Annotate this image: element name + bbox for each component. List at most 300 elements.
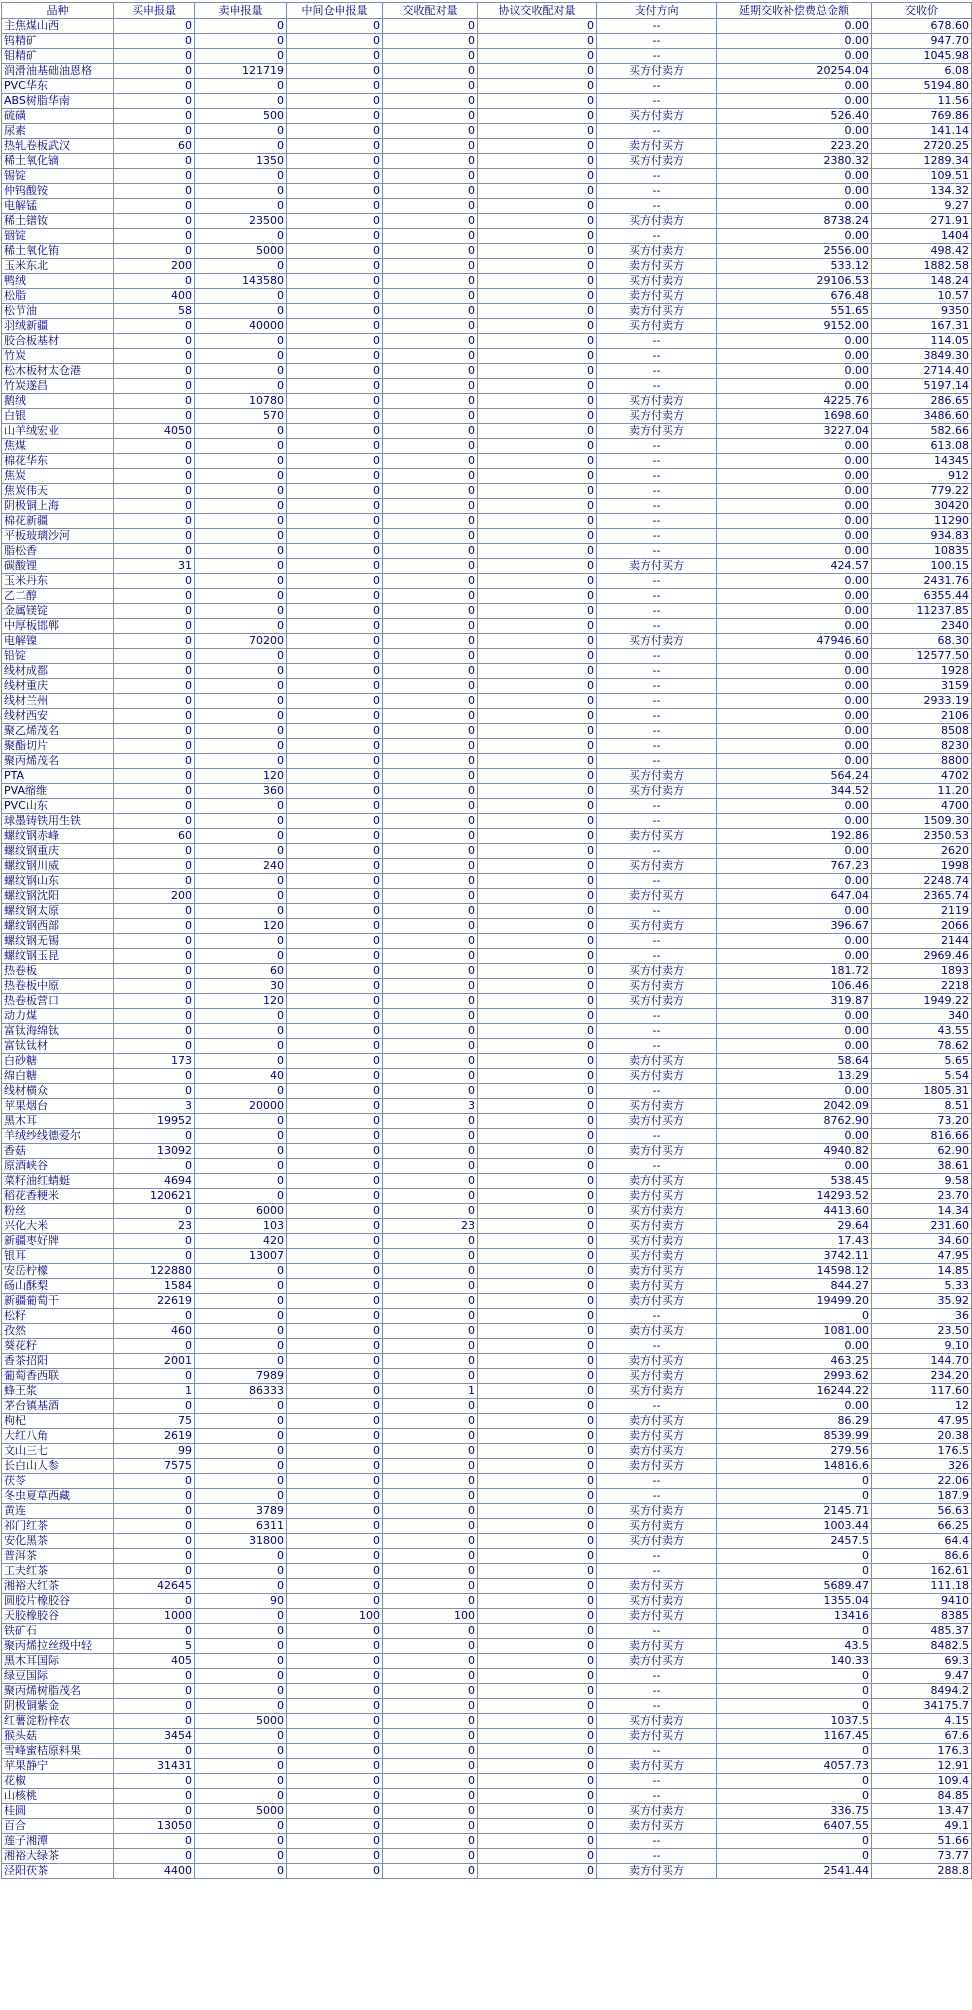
cell-buy-qty: 0 (114, 64, 195, 79)
cell-matched-qty: 0 (383, 754, 478, 769)
table-row (2, 1489, 972, 1504)
cell-delivery-price: 10835 (872, 544, 972, 559)
cell-matched-qty: 0 (383, 229, 478, 244)
cell-sell-qty: 0 (195, 304, 287, 319)
cell-middle-qty: 0 (287, 484, 383, 499)
table-row (2, 454, 972, 469)
cell-buy-qty: 22619 (114, 1294, 195, 1309)
table-row (2, 1369, 972, 1384)
cell-matched-qty: 0 (383, 739, 478, 754)
table-row (2, 469, 972, 484)
cell-buy-qty: 0 (114, 1069, 195, 1084)
cell-matched-qty: 0 (383, 1414, 478, 1429)
table-row (2, 1564, 972, 1579)
cell-compensation: 0.00 (717, 1009, 872, 1024)
cell-agreement-qty: 0 (478, 1714, 597, 1729)
cell-product: 螺纹钢西部 (2, 919, 114, 934)
cell-buy-qty: 0 (114, 484, 195, 499)
cell-pay-direction: -- (597, 229, 717, 244)
cell-compensation: 0 (717, 1789, 872, 1804)
cell-sell-qty: 0 (195, 1834, 287, 1849)
cell-buy-qty: 0 (114, 499, 195, 514)
table-row (2, 1219, 972, 1234)
cell-middle-qty: 0 (287, 829, 383, 844)
cell-compensation: 4057.73 (717, 1759, 872, 1774)
table-row (2, 1774, 972, 1789)
cell-pay-direction: -- (597, 544, 717, 559)
cell-product: 菜籽油红蜻蜓 (2, 1174, 114, 1189)
cell-compensation: 0.00 (717, 589, 872, 604)
cell-delivery-price: 816.66 (872, 1129, 972, 1144)
cell-sell-qty: 23500 (195, 214, 287, 229)
cell-pay-direction: -- (597, 949, 717, 964)
table-row (2, 679, 972, 694)
cell-buy-qty: 0 (114, 214, 195, 229)
cell-product: 铅锭 (2, 649, 114, 664)
cell-sell-qty: 0 (195, 1009, 287, 1024)
cell-middle-qty: 0 (287, 499, 383, 514)
cell-middle-qty: 0 (287, 319, 383, 334)
table-row (2, 649, 972, 664)
cell-agreement-qty: 0 (478, 349, 597, 364)
cell-buy-qty: 0 (114, 619, 195, 634)
cell-compensation: 0 (717, 1699, 872, 1714)
cell-matched-qty: 0 (383, 1054, 478, 1069)
cell-middle-qty: 0 (287, 124, 383, 139)
cell-product: 稀土镨钕 (2, 214, 114, 229)
cell-pay-direction: 卖方付买方 (597, 889, 717, 904)
cell-pay-direction: -- (597, 1474, 717, 1489)
cell-pay-direction: 买方付卖方 (597, 1219, 717, 1234)
cell-compensation: 0.00 (717, 34, 872, 49)
cell-agreement-qty: 0 (478, 1144, 597, 1159)
cell-buy-qty: 120621 (114, 1189, 195, 1204)
cell-sell-qty: 5000 (195, 1804, 287, 1819)
cell-matched-qty: 0 (383, 1429, 478, 1444)
table-row (2, 109, 972, 124)
cell-compensation: 1037.5 (717, 1714, 872, 1729)
cell-matched-qty: 0 (383, 844, 478, 859)
cell-product: 乙二醇 (2, 589, 114, 604)
cell-agreement-qty: 0 (478, 1129, 597, 1144)
cell-middle-qty: 0 (287, 784, 383, 799)
cell-delivery-price: 1893 (872, 964, 972, 979)
cell-product: 长白山人参 (2, 1459, 114, 1474)
cell-middle-qty: 0 (287, 439, 383, 454)
cell-buy-qty: 0 (114, 169, 195, 184)
cell-agreement-qty: 0 (478, 739, 597, 754)
cell-compensation: 0.00 (717, 709, 872, 724)
cell-compensation: 8762.90 (717, 1114, 872, 1129)
cell-middle-qty: 0 (287, 454, 383, 469)
cell-matched-qty: 0 (383, 1279, 478, 1294)
cell-pay-direction: -- (597, 184, 717, 199)
cell-buy-qty: 0 (114, 1369, 195, 1384)
cell-compensation: 2145.71 (717, 1504, 872, 1519)
cell-middle-qty: 0 (287, 349, 383, 364)
cell-product: 电解镍 (2, 634, 114, 649)
cell-product: 文山三七 (2, 1444, 114, 1459)
cell-compensation: 8738.24 (717, 214, 872, 229)
cell-pay-direction: -- (597, 334, 717, 349)
cell-pay-direction: -- (597, 694, 717, 709)
cell-agreement-qty: 0 (478, 1324, 597, 1339)
cell-sell-qty: 0 (195, 649, 287, 664)
cell-delivery-price: 9.10 (872, 1339, 972, 1354)
cell-matched-qty: 0 (383, 1474, 478, 1489)
cell-middle-qty: 0 (287, 274, 383, 289)
cell-agreement-qty: 0 (478, 754, 597, 769)
cell-delivery-price: 22.06 (872, 1474, 972, 1489)
cell-delivery-price: 34.60 (872, 1234, 972, 1249)
cell-middle-qty: 0 (287, 424, 383, 439)
cell-sell-qty: 360 (195, 784, 287, 799)
cell-matched-qty: 0 (383, 1804, 478, 1819)
cell-product: 热卷板营口 (2, 994, 114, 1009)
cell-matched-qty: 0 (383, 1129, 478, 1144)
cell-middle-qty: 0 (287, 559, 383, 574)
cell-delivery-price: 3159 (872, 679, 972, 694)
cell-pay-direction: -- (597, 124, 717, 139)
cell-sell-qty: 0 (195, 934, 287, 949)
cell-agreement-qty: 0 (478, 34, 597, 49)
cell-matched-qty: 0 (383, 34, 478, 49)
table-row (2, 1714, 972, 1729)
cell-middle-qty: 0 (287, 1534, 383, 1549)
cell-product: 锡锭 (2, 169, 114, 184)
cell-product: 螺纹钢重庆 (2, 844, 114, 859)
cell-delivery-price: 73.77 (872, 1849, 972, 1864)
cell-buy-qty: 0 (114, 1804, 195, 1819)
cell-sell-qty: 0 (195, 1084, 287, 1099)
cell-matched-qty: 0 (383, 1114, 478, 1129)
cell-matched-qty: 0 (383, 1324, 478, 1339)
cell-buy-qty: 0 (114, 229, 195, 244)
cell-compensation: 0.00 (717, 439, 872, 454)
cell-matched-qty: 100 (383, 1609, 478, 1624)
cell-buy-qty: 0 (114, 19, 195, 34)
cell-pay-direction: -- (597, 469, 717, 484)
cell-middle-qty: 0 (287, 1159, 383, 1174)
cell-product: 苹果静宁 (2, 1759, 114, 1774)
cell-middle-qty: 0 (287, 34, 383, 49)
cell-sell-qty: 0 (195, 559, 287, 574)
cell-sell-qty: 0 (195, 1339, 287, 1354)
cell-pay-direction: 卖方付买方 (597, 424, 717, 439)
table-row (2, 1804, 972, 1819)
cell-product: 硫磺 (2, 109, 114, 124)
cell-pay-direction: -- (597, 649, 717, 664)
cell-sell-qty: 0 (195, 259, 287, 274)
cell-agreement-qty: 0 (478, 604, 597, 619)
cell-middle-qty: 0 (287, 1504, 383, 1519)
cell-middle-qty: 0 (287, 529, 383, 544)
cell-matched-qty: 0 (383, 1594, 478, 1609)
cell-matched-qty: 0 (383, 589, 478, 604)
cell-middle-qty: 0 (287, 199, 383, 214)
cell-delivery-price: 36 (872, 1309, 972, 1324)
cell-sell-qty: 0 (195, 1699, 287, 1714)
cell-delivery-price: 14345 (872, 454, 972, 469)
cell-pay-direction: 卖方付买方 (597, 1189, 717, 1204)
cell-compensation: 2380.32 (717, 154, 872, 169)
cell-matched-qty: 0 (383, 349, 478, 364)
table-row (2, 784, 972, 799)
cell-agreement-qty: 0 (478, 1504, 597, 1519)
cell-product: 电解锰 (2, 199, 114, 214)
cell-agreement-qty: 0 (478, 679, 597, 694)
cell-pay-direction: -- (597, 379, 717, 394)
header-middle-qty: 中间仓申报量 (287, 3, 383, 19)
cell-sell-qty: 0 (195, 94, 287, 109)
cell-delivery-price: 1404 (872, 229, 972, 244)
cell-product: 焦炭伟天 (2, 484, 114, 499)
cell-delivery-price: 111.18 (872, 1579, 972, 1594)
cell-compensation: 14816.6 (717, 1459, 872, 1474)
cell-compensation: 1698.60 (717, 409, 872, 424)
cell-compensation: 533.12 (717, 259, 872, 274)
cell-buy-qty: 13092 (114, 1144, 195, 1159)
cell-buy-qty: 0 (114, 1744, 195, 1759)
cell-buy-qty: 0 (114, 49, 195, 64)
cell-product: 猴头菇 (2, 1729, 114, 1744)
cell-product: 竹炭 (2, 349, 114, 364)
cell-product: 螺纹钢无锡 (2, 934, 114, 949)
cell-middle-qty: 0 (287, 814, 383, 829)
cell-delivery-price: 47.95 (872, 1414, 972, 1429)
cell-delivery-price: 8.51 (872, 1099, 972, 1114)
cell-matched-qty: 0 (383, 1174, 478, 1189)
cell-pay-direction: 买方付卖方 (597, 409, 717, 424)
cell-matched-qty: 0 (383, 49, 478, 64)
table-row (2, 79, 972, 94)
cell-product: 山核桃 (2, 1789, 114, 1804)
cell-sell-qty: 0 (195, 1489, 287, 1504)
cell-delivery-price: 12.91 (872, 1759, 972, 1774)
cell-matched-qty: 1 (383, 1384, 478, 1399)
cell-compensation: 0.00 (717, 814, 872, 829)
cell-middle-qty: 0 (287, 169, 383, 184)
table-row (2, 124, 972, 139)
cell-agreement-qty: 0 (478, 619, 597, 634)
cell-matched-qty: 0 (383, 1249, 478, 1264)
cell-matched-qty: 0 (383, 634, 478, 649)
cell-delivery-price: 326 (872, 1459, 972, 1474)
cell-agreement-qty: 0 (478, 379, 597, 394)
cell-pay-direction: -- (597, 1624, 717, 1639)
cell-product: 螺纹钢玉昆 (2, 949, 114, 964)
cell-compensation: 29106.53 (717, 274, 872, 289)
cell-middle-qty: 0 (287, 1009, 383, 1024)
table-row (2, 919, 972, 934)
cell-delivery-price: 11290 (872, 514, 972, 529)
cell-sell-qty: 0 (195, 229, 287, 244)
table-row (2, 259, 972, 274)
cell-agreement-qty: 0 (478, 94, 597, 109)
cell-delivery-price: 2350.53 (872, 829, 972, 844)
cell-agreement-qty: 0 (478, 64, 597, 79)
cell-agreement-qty: 0 (478, 1549, 597, 1564)
cell-pay-direction: -- (597, 724, 717, 739)
cell-sell-qty: 570 (195, 409, 287, 424)
cell-product: 阴极铜紫金 (2, 1699, 114, 1714)
cell-compensation: 319.87 (717, 994, 872, 1009)
cell-buy-qty: 0 (114, 1594, 195, 1609)
cell-sell-qty: 0 (195, 1444, 287, 1459)
cell-middle-qty: 0 (287, 364, 383, 379)
cell-delivery-price: 8230 (872, 739, 972, 754)
cell-middle-qty: 0 (287, 1789, 383, 1804)
cell-matched-qty: 0 (383, 139, 478, 154)
cell-compensation: 3742.11 (717, 1249, 872, 1264)
cell-middle-qty: 0 (287, 1279, 383, 1294)
cell-middle-qty: 0 (287, 1564, 383, 1579)
cell-pay-direction: 买方付卖方 (597, 319, 717, 334)
cell-middle-qty: 0 (287, 154, 383, 169)
table-row (2, 499, 972, 514)
cell-compensation: 14293.52 (717, 1189, 872, 1204)
cell-buy-qty: 0 (114, 1534, 195, 1549)
cell-agreement-qty: 0 (478, 289, 597, 304)
cell-compensation: 0.00 (717, 1024, 872, 1039)
cell-agreement-qty: 0 (478, 664, 597, 679)
cell-sell-qty: 0 (195, 1624, 287, 1639)
table-row (2, 1414, 972, 1429)
cell-pay-direction: -- (597, 844, 717, 859)
cell-delivery-price: 148.24 (872, 274, 972, 289)
cell-buy-qty: 0 (114, 1774, 195, 1789)
cell-buy-qty: 0 (114, 724, 195, 739)
cell-pay-direction: 卖方付买方 (597, 1054, 717, 1069)
cell-buy-qty: 0 (114, 904, 195, 919)
cell-middle-qty: 0 (287, 1804, 383, 1819)
cell-pay-direction: 卖方付买方 (597, 1819, 717, 1834)
cell-product: 祁门红茶 (2, 1519, 114, 1534)
cell-middle-qty: 0 (287, 874, 383, 889)
cell-product: 苹果烟台 (2, 1099, 114, 1114)
cell-compensation: 43.5 (717, 1639, 872, 1654)
cell-compensation: 0.00 (717, 1129, 872, 1144)
cell-matched-qty: 0 (383, 154, 478, 169)
cell-delivery-price: 2248.74 (872, 874, 972, 889)
cell-pay-direction: -- (597, 1789, 717, 1804)
cell-pay-direction: 卖方付买方 (597, 304, 717, 319)
cell-delivery-price: 62.90 (872, 1144, 972, 1159)
cell-agreement-qty: 0 (478, 1429, 597, 1444)
cell-compensation: 2457.5 (717, 1534, 872, 1549)
cell-agreement-qty: 0 (478, 889, 597, 904)
cell-compensation: 0 (717, 1669, 872, 1684)
cell-delivery-price: 11.20 (872, 784, 972, 799)
cell-agreement-qty: 0 (478, 1774, 597, 1789)
cell-delivery-price: 678.60 (872, 19, 972, 34)
cell-compensation: 0.00 (717, 724, 872, 739)
cell-buy-qty: 0 (114, 934, 195, 949)
cell-matched-qty: 0 (383, 1039, 478, 1054)
cell-sell-qty: 0 (195, 1759, 287, 1774)
cell-agreement-qty: 0 (478, 469, 597, 484)
cell-delivery-price: 769.86 (872, 109, 972, 124)
cell-agreement-qty: 0 (478, 1669, 597, 1684)
cell-pay-direction: -- (597, 1669, 717, 1684)
cell-matched-qty: 0 (383, 364, 478, 379)
cell-product: 桂圆 (2, 1804, 114, 1819)
cell-delivery-price: 934.83 (872, 529, 972, 544)
table-row (2, 154, 972, 169)
cell-middle-qty: 0 (287, 619, 383, 634)
cell-matched-qty: 0 (383, 1024, 478, 1039)
cell-product: 热卷板 (2, 964, 114, 979)
cell-delivery-price: 286.65 (872, 394, 972, 409)
cell-delivery-price: 1805.31 (872, 1084, 972, 1099)
table-row (2, 1384, 972, 1399)
cell-product: 鹅绒 (2, 394, 114, 409)
cell-sell-qty: 70200 (195, 634, 287, 649)
cell-compensation: 1355.04 (717, 1594, 872, 1609)
cell-pay-direction: 买方付卖方 (597, 109, 717, 124)
cell-middle-qty: 0 (287, 139, 383, 154)
cell-pay-direction: 卖方付买方 (597, 1144, 717, 1159)
cell-sell-qty: 20000 (195, 1099, 287, 1114)
cell-middle-qty: 0 (287, 1624, 383, 1639)
cell-product: 螺纹钢川威 (2, 859, 114, 874)
cell-middle-qty: 0 (287, 1669, 383, 1684)
cell-pay-direction: 买方付卖方 (597, 1099, 717, 1114)
cell-agreement-qty: 0 (478, 544, 597, 559)
cell-matched-qty: 0 (383, 979, 478, 994)
cell-agreement-qty: 0 (478, 529, 597, 544)
cell-buy-qty: 0 (114, 979, 195, 994)
cell-product: 香茶招阳 (2, 1354, 114, 1369)
cell-sell-qty: 0 (195, 1654, 287, 1669)
cell-product: 聚丙烯拉丝级中轻 (2, 1639, 114, 1654)
cell-sell-qty: 120 (195, 994, 287, 1009)
cell-compensation: 0.00 (717, 844, 872, 859)
table-row (2, 949, 972, 964)
cell-pay-direction: -- (597, 1744, 717, 1759)
cell-matched-qty: 0 (383, 1864, 478, 1879)
cell-middle-qty: 0 (287, 229, 383, 244)
cell-middle-qty: 0 (287, 1759, 383, 1774)
cell-pay-direction: 卖方付买方 (597, 1639, 717, 1654)
cell-compensation: 0.00 (717, 124, 872, 139)
cell-matched-qty: 0 (383, 1699, 478, 1714)
cell-delivery-price: 176.3 (872, 1744, 972, 1759)
cell-compensation: 181.72 (717, 964, 872, 979)
table-row (2, 1579, 972, 1594)
header-matched-qty: 交收配对量 (383, 3, 478, 19)
cell-pay-direction: -- (597, 79, 717, 94)
table-row (2, 394, 972, 409)
cell-buy-qty: 3 (114, 1099, 195, 1114)
cell-pay-direction: -- (597, 1024, 717, 1039)
cell-buy-qty: 0 (114, 319, 195, 334)
cell-compensation: 647.04 (717, 889, 872, 904)
cell-sell-qty: 0 (195, 1789, 287, 1804)
cell-sell-qty: 0 (195, 1429, 287, 1444)
cell-product: 碳酸锂 (2, 559, 114, 574)
cell-buy-qty: 0 (114, 814, 195, 829)
cell-pay-direction: 卖方付买方 (597, 259, 717, 274)
cell-agreement-qty: 0 (478, 79, 597, 94)
cell-matched-qty: 0 (383, 484, 478, 499)
cell-delivery-price: 67.6 (872, 1729, 972, 1744)
cell-matched-qty: 0 (383, 109, 478, 124)
cell-middle-qty: 0 (287, 1594, 383, 1609)
cell-sell-qty: 0 (195, 529, 287, 544)
cell-matched-qty: 0 (383, 1624, 478, 1639)
cell-pay-direction: 卖方付买方 (597, 1729, 717, 1744)
